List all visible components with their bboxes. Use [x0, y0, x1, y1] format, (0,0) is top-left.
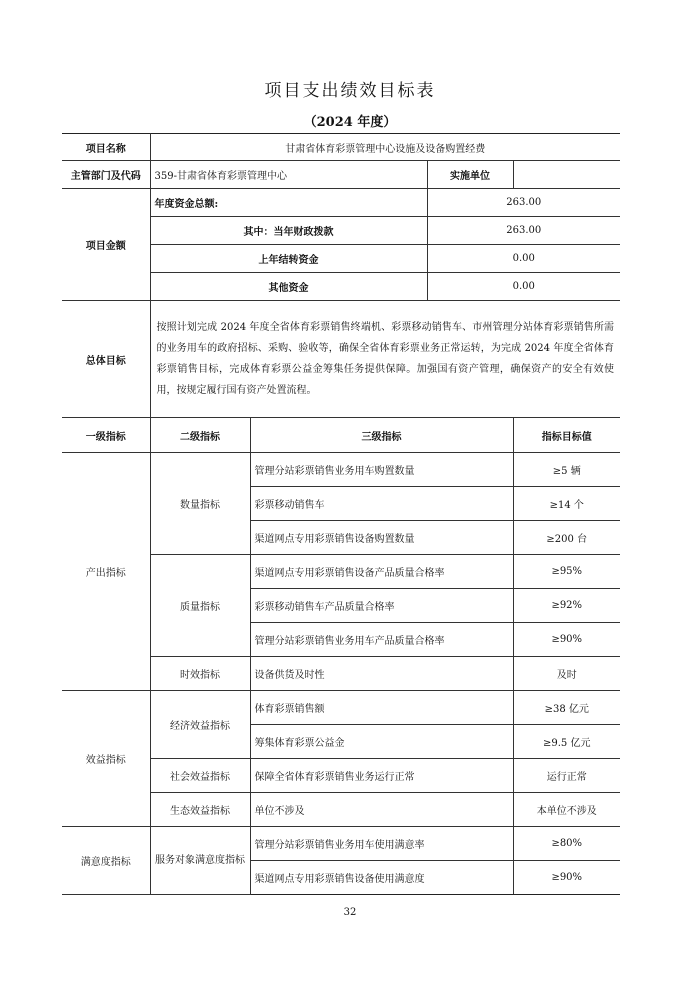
- table-row: [62, 691, 620, 725]
- fund-label: 年度资金总额:: [150, 189, 427, 217]
- indicator-value: ≥38 亿元: [513, 691, 620, 725]
- header-level2: 二级指标: [150, 418, 250, 453]
- project-name-value: 甘肃省体育彩票管理中心设施及设备购置经费: [150, 134, 620, 161]
- indicator-value: 运行正常: [513, 759, 620, 793]
- indicator-value: ≥92%: [513, 589, 620, 623]
- indicator-name: 单位不涉及: [250, 793, 513, 827]
- page-title: 项目支出绩效目标表: [264, 81, 436, 101]
- dept-label: 主管部门及代码: [62, 161, 150, 189]
- dept-value: 359-甘肃省体育彩票管理中心: [150, 161, 427, 189]
- indicator-name: 筹集体育彩票公益金: [250, 725, 513, 759]
- group-service: 服务对象满意度指标: [150, 827, 250, 895]
- group-quality: 质量指标: [150, 555, 250, 657]
- fund-value: 0.00: [427, 273, 620, 301]
- indicator-name: 保障全省体育彩票销售业务运行正常: [250, 759, 513, 793]
- performance-table: [62, 133, 620, 895]
- indicator-name: 渠道网点专用彩票销售设备购置数量: [250, 521, 513, 555]
- header-target: 指标目标值: [513, 418, 620, 453]
- project-name-row: [62, 134, 620, 161]
- indicator-name: 渠道网点专用彩票销售设备产品质量合格率: [250, 555, 513, 589]
- group-timeliness: 时效指标: [150, 657, 250, 691]
- impl-value: [513, 161, 620, 189]
- indicator-name: 管理分站彩票销售业务用车购置数量: [250, 453, 513, 487]
- overall-row: [62, 301, 620, 418]
- project-name-label: 项目名称: [62, 134, 150, 161]
- dept-row: [62, 161, 620, 189]
- indicator-value: 及时: [513, 657, 620, 691]
- indicator-value: ≥90%: [513, 861, 620, 895]
- fund-value: 0.00: [427, 245, 620, 273]
- header-level1: 一级指标: [62, 418, 150, 453]
- indicator-name: 管理分站彩票销售业务用车使用满意率: [250, 827, 513, 861]
- page-number: 32: [343, 907, 357, 918]
- group-ecological: 生态效益指标: [150, 793, 250, 827]
- indicator-name: 设备供货及时性: [250, 657, 513, 691]
- fund-value: 263.00: [427, 217, 620, 245]
- indicator-name: 管理分站彩票销售业务用车产品质量合格率: [250, 623, 513, 657]
- indicator-name: 彩票移动销售车产品质量合格率: [250, 589, 513, 623]
- indicator-value: ≥14 个: [513, 487, 620, 521]
- indicator-name: 彩票移动销售车: [250, 487, 513, 521]
- indicator-value: ≥90%: [513, 623, 620, 657]
- group-quantity: 数量指标: [150, 453, 250, 555]
- indicator-value: ≥95%: [513, 555, 620, 589]
- table-row: [62, 453, 620, 487]
- fund-label: 其中：当年财政拨款: [150, 217, 427, 245]
- indicator-value: ≥5 辆: [513, 453, 620, 487]
- group-benefit: 效益指标: [62, 691, 150, 827]
- fund-label: 上年结转资金: [150, 245, 427, 273]
- indicator-value: ≥80%: [513, 827, 620, 861]
- impl-label: 实施单位: [427, 161, 513, 189]
- overall-label: 总体目标: [62, 301, 150, 418]
- indicator-value: ≥200 台: [513, 521, 620, 555]
- fund-row: [62, 189, 620, 217]
- funds-label: 项目金额: [62, 189, 150, 301]
- fund-value: 263.00: [427, 189, 620, 217]
- page-subtitle: （2024 年度）: [303, 115, 397, 130]
- group-satisfaction: 满意度指标: [62, 827, 150, 895]
- fund-label: 其他资金: [150, 273, 427, 301]
- indicator-value: 本单位不涉及: [513, 793, 620, 827]
- group-output: 产出指标: [62, 453, 150, 691]
- indicator-name: 体育彩票销售额: [250, 691, 513, 725]
- indicator-value: ≥9.5 亿元: [513, 725, 620, 759]
- header-level3: 三级指标: [250, 418, 513, 453]
- overall-text: 按照计划完成 2024 年度全省体育彩票销售终端机、彩票移动销售车、市州管理分站体育彩票销售所需的业务用车的政府招标、采购、验收等，确保全省体育彩票业务正常运转，为完成 2024 年度全省体育彩票销售目标，完成体育彩票公益金筹集任务提供保障。加强国有资产管理，确保资产的安全有效使用，按规定履行国有资产处置流程。: [150, 301, 620, 418]
- table-row: [62, 827, 620, 861]
- header-row: [62, 418, 620, 453]
- group-social: 社会效益指标: [150, 759, 250, 793]
- indicator-name: 渠道网点专用彩票销售设备使用满意度: [250, 861, 513, 895]
- group-economic: 经济效益指标: [150, 691, 250, 759]
